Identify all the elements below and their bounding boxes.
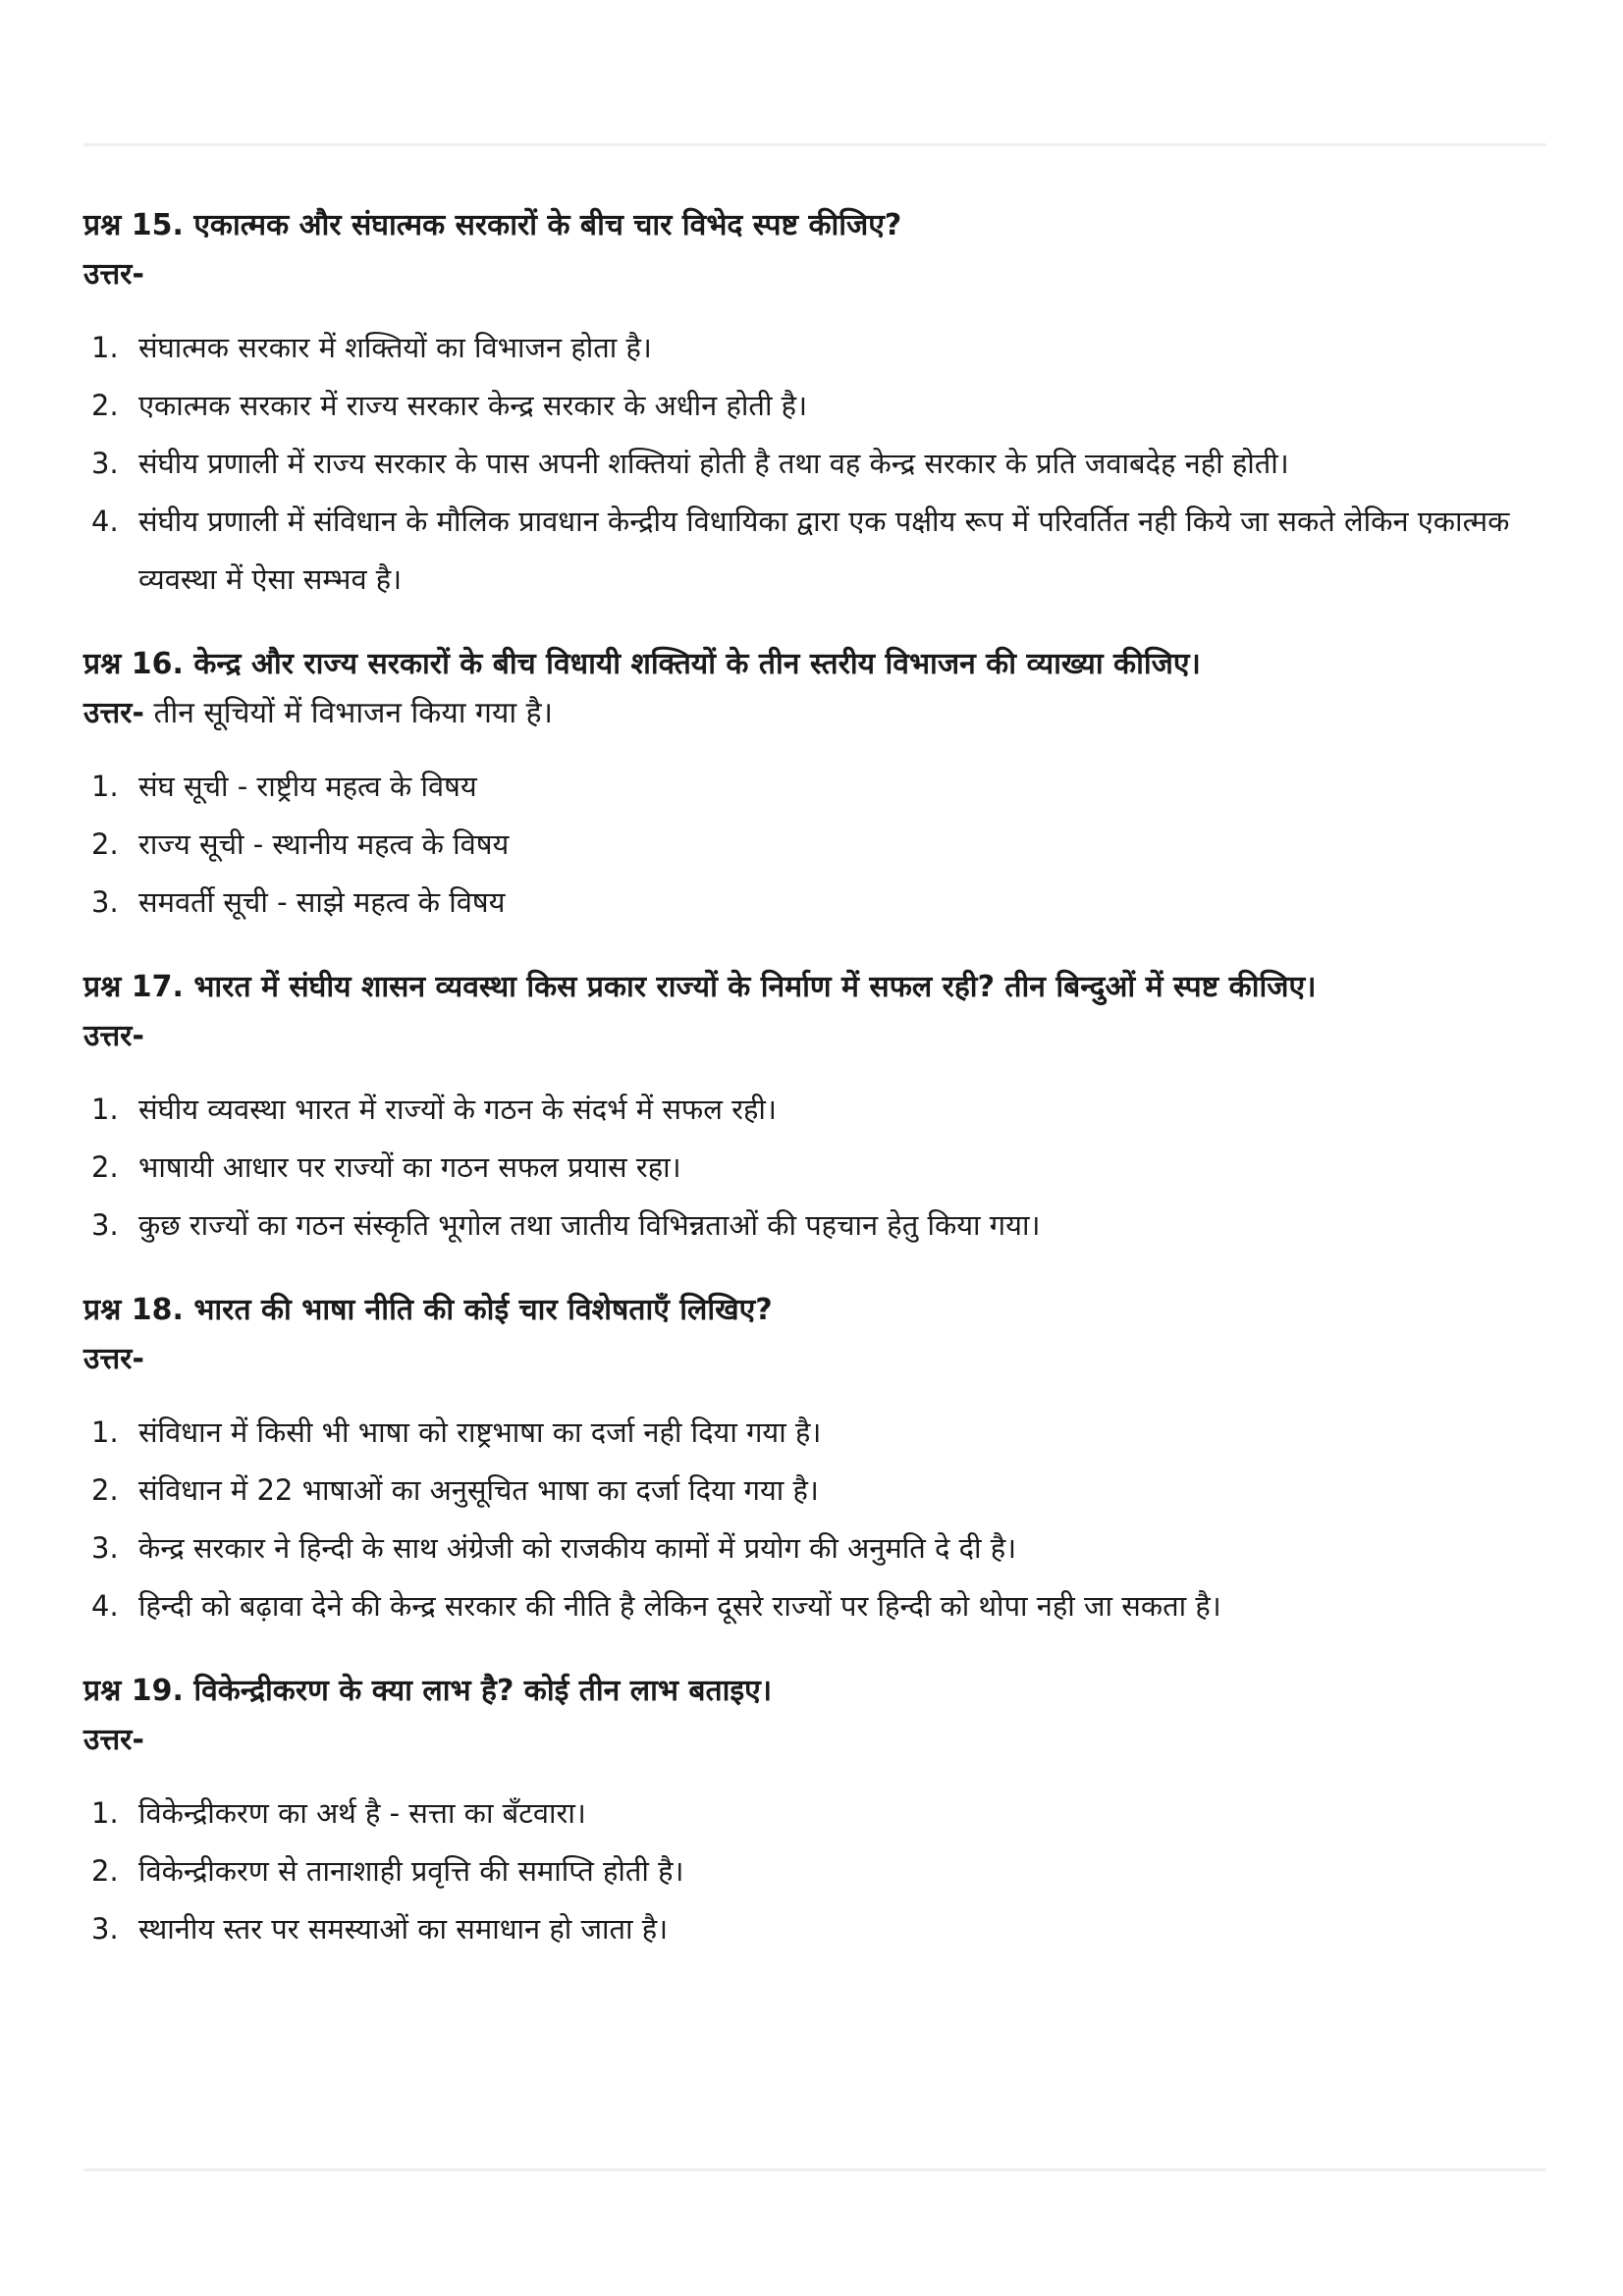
list-item-text: संघात्मक सरकार में शक्तियों का विभाजन होता है। xyxy=(138,331,652,364)
question-block xyxy=(83,963,1527,1255)
answer-label: उत्तर- xyxy=(83,1019,144,1053)
top-divider xyxy=(83,143,1546,146)
list-item-number: 1. xyxy=(91,1415,119,1449)
document-body xyxy=(83,201,1527,1990)
answer-line xyxy=(83,1335,1527,1384)
list-item xyxy=(83,1842,1527,1900)
question-heading: प्रश्न 18. भारत की भाषा नीति की कोई चार विशेषताएँ लिखिए? xyxy=(83,1293,773,1327)
question-block xyxy=(83,201,1527,609)
answer-points-list xyxy=(83,1785,1527,1958)
list-item-number: 1. xyxy=(91,1093,119,1126)
question-heading: प्रश्न 19. विकेन्द्रीकरण के क्या लाभ है? कोई तीन लाभ बताइए। xyxy=(83,1674,773,1708)
question-block xyxy=(83,1667,1527,1958)
list-item xyxy=(83,1139,1527,1197)
list-item xyxy=(83,1577,1527,1635)
list-item xyxy=(83,1197,1527,1255)
answer-points-list xyxy=(83,1404,1527,1635)
list-item xyxy=(83,1462,1527,1520)
list-item-number: 3. xyxy=(91,1208,119,1242)
list-item-text: भाषायी आधार पर राज्यों का गठन सफल प्रयास रहा। xyxy=(138,1150,681,1184)
list-item xyxy=(83,758,1527,816)
list-item-text: संघीय व्यवस्था भारत में राज्यों के गठन के संदर्भ में सफल रही। xyxy=(138,1093,777,1126)
question-block xyxy=(83,1286,1527,1635)
list-item-number: 3. xyxy=(91,447,119,480)
list-item-text: एकात्मक सरकार में राज्य सरकार केन्द्र सरकार के अधीन होती है। xyxy=(138,389,808,422)
question-block xyxy=(83,640,1527,932)
question-heading: प्रश्न 17. भारत में संघीय शासन व्यवस्था किस प्रकार राज्यों के निर्माण में सफल रही? तीन बिन्दुओं में स्पष्ट कीजिए। xyxy=(83,970,1317,1004)
answer-label: उत्तर- xyxy=(83,696,144,730)
list-item-number: 1. xyxy=(91,1796,119,1830)
answer-points-list xyxy=(83,1081,1527,1255)
question-heading: प्रश्न 16. केन्द्र और राज्य सरकारों के बीच विधायी शक्तियों के तीन स्तरीय विभाजन की व्याख्या कीजिए। xyxy=(83,647,1201,681)
list-item xyxy=(83,816,1527,874)
list-item-text: स्थानीय स्तर पर समस्याओं का समाधान हो जाता है। xyxy=(138,1912,669,1946)
answer-line xyxy=(83,1716,1527,1765)
list-item-text: समवर्ती सूची - साझे महत्व के विषय xyxy=(138,885,506,919)
list-item xyxy=(83,1785,1527,1842)
list-item xyxy=(83,435,1527,493)
list-item-number: 2. xyxy=(91,1854,119,1888)
list-item xyxy=(83,319,1527,377)
list-item-number: 2. xyxy=(91,828,119,861)
list-item-text: संघ सूची - राष्ट्रीय महत्व के विषय xyxy=(138,770,477,803)
answer-label: उत्तर- xyxy=(83,257,144,292)
answer-points-list xyxy=(83,319,1527,609)
list-item-text: कुछ राज्यों का गठन संस्कृति भूगोल तथा जातीय विभिन्नताओं की पहचान हेतु किया गया। xyxy=(138,1208,1041,1242)
list-item-text: संघीय प्रणाली में राज्य सरकार के पास अपनी शक्तियां होती है तथा वह केन्द्र सरकार के प्रति जवाबदेह नही होती। xyxy=(138,447,1289,480)
list-item-number: 4. xyxy=(91,505,119,538)
list-item-text: संविधान में 22 भाषाओं का अनुसूचित भाषा का दर्जा दिया गया है। xyxy=(138,1473,819,1507)
list-item-text: संविधान में किसी भी भाषा को राष्ट्रभाषा का दर्जा नही दिया गया है। xyxy=(138,1415,822,1449)
list-item-number: 2. xyxy=(91,1473,119,1507)
answer-points-list xyxy=(83,758,1527,932)
question-heading: प्रश्न 15. एकात्मक और संघात्मक सरकारों के बीच चार विभेद स्पष्ट कीजिए? xyxy=(83,208,902,242)
bottom-divider xyxy=(83,2168,1546,2171)
answer-text: तीन सूचियों में विभाजन किया गया है। xyxy=(143,696,553,730)
list-item-number: 2. xyxy=(91,1150,119,1184)
answer-line xyxy=(83,1012,1527,1061)
list-item-text: विकेन्द्रीकरण का अर्थ है - सत्ता का बँटवारा। xyxy=(138,1796,586,1830)
list-item-text: विकेन्द्रीकरण से तानाशाही प्रवृत्ति की समाप्ति होती है। xyxy=(138,1854,684,1888)
list-item-number: 2. xyxy=(91,389,119,422)
answer-line xyxy=(83,250,1527,299)
answer-label: उत्तर- xyxy=(83,1342,144,1376)
list-item-number: 3. xyxy=(91,885,119,919)
list-item-text: केन्द्र सरकार ने हिन्दी के साथ अंग्रेजी को राजकीय कामों में प्रयोग की अनुमति दे दी है। xyxy=(138,1531,1017,1565)
list-item xyxy=(83,377,1527,435)
list-item xyxy=(83,1081,1527,1139)
list-item xyxy=(83,874,1527,932)
list-item xyxy=(83,493,1527,609)
list-item-number: 1. xyxy=(91,770,119,803)
list-item-number: 3. xyxy=(91,1531,119,1565)
list-item-number: 4. xyxy=(91,1589,119,1623)
answer-line xyxy=(83,689,1527,738)
list-item-text: हिन्दी को बढ़ावा देने की केन्द्र सरकार की नीति है लेकिन दूसरे राज्यों पर हिन्दी को थोपा नही जा सकता है। xyxy=(138,1589,1221,1623)
answer-label: उत्तर- xyxy=(83,1723,144,1757)
list-item xyxy=(83,1900,1527,1958)
list-item xyxy=(83,1520,1527,1577)
list-item-text: राज्य सूची - स्थानीय महत्व के विषय xyxy=(138,828,510,861)
list-item-number: 1. xyxy=(91,331,119,364)
list-item xyxy=(83,1404,1527,1462)
list-item-text: संघीय प्रणाली में संविधान के मौलिक प्रावधान केन्द्रीय विधायिका द्वारा एक पक्षीय रूप में परिवर्तित नही किये जा सकते लेकिन एकात्मक व्यवस्था में ऐसा सम्भव है। xyxy=(138,505,1510,596)
list-item-number: 3. xyxy=(91,1912,119,1946)
